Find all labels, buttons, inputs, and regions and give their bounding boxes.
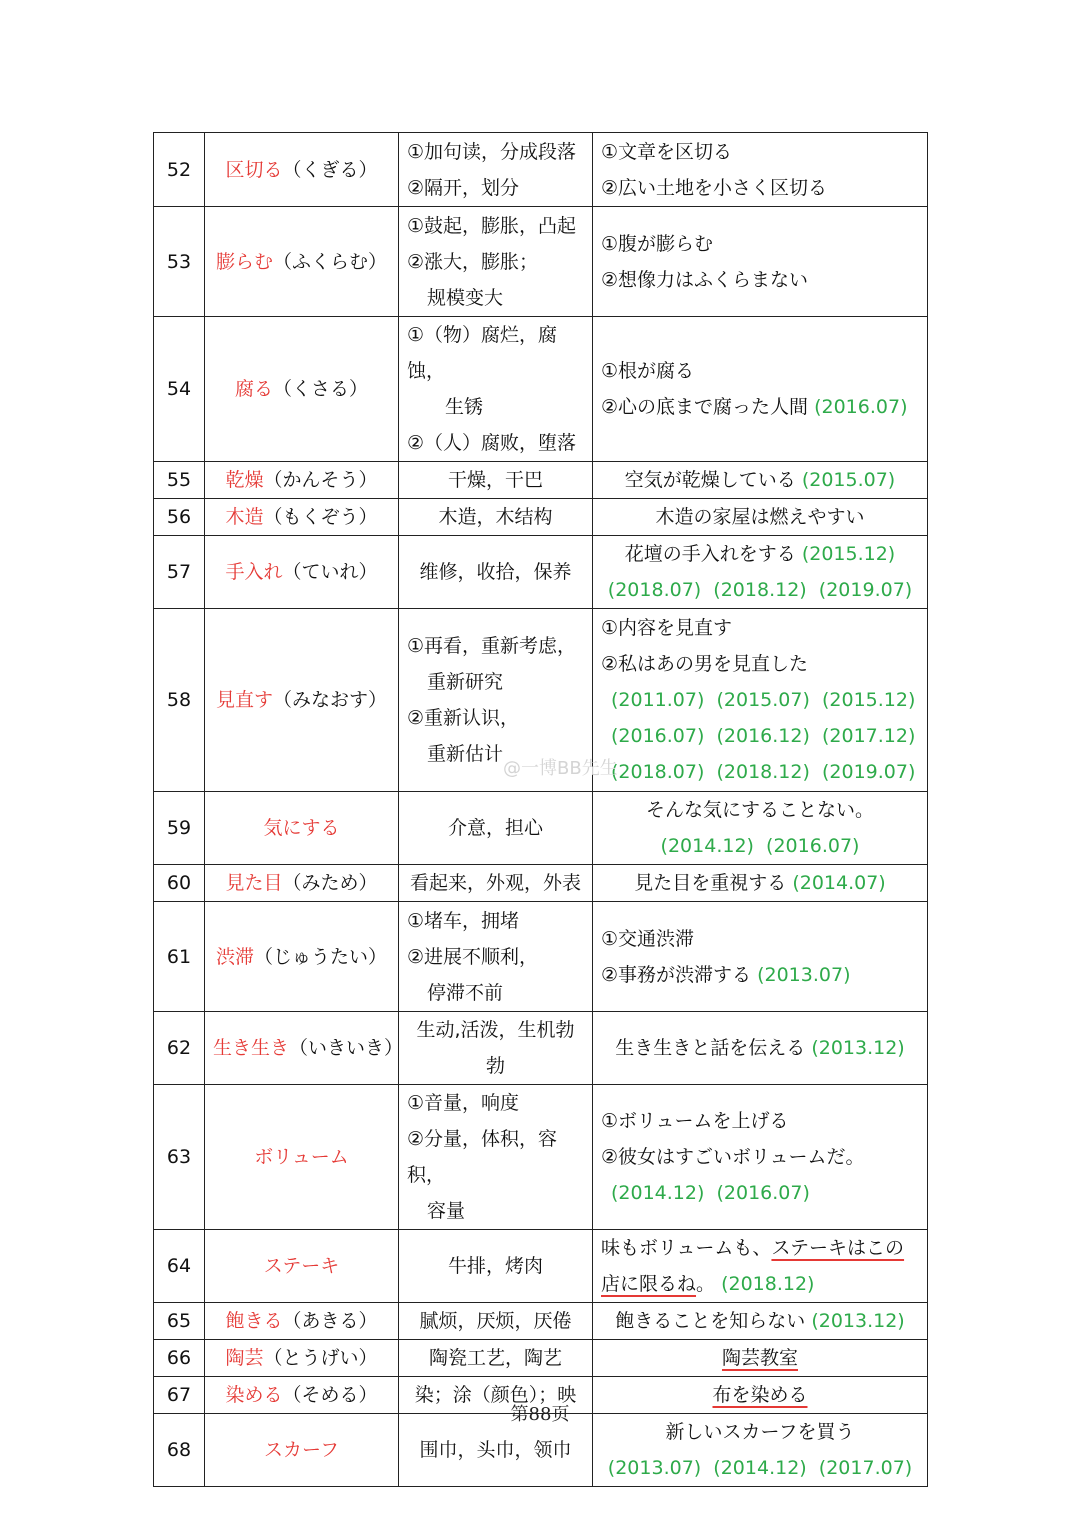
example-line: ①文章を区切る [601, 140, 733, 163]
row-number: 55 [154, 462, 205, 499]
table-row [154, 499, 928, 536]
example-line: ①内容を見直す [601, 617, 733, 639]
vocab-reading: （いきいき） [289, 1037, 404, 1059]
exam-year: (2013.07) [757, 963, 851, 986]
example-line: そんな気にすることない。 [645, 799, 874, 821]
vocab-reading: （あきる） [282, 1310, 378, 1332]
example-line: ①ボリュームを上げる [601, 1110, 789, 1132]
example-cell [593, 1303, 928, 1340]
exam-year: (2018.12) [716, 761, 810, 783]
example-underlined: ステーキはこの [771, 1237, 905, 1259]
exam-year: (2014.07) [792, 872, 886, 894]
example-line: ②私はあの男を見直した [601, 653, 809, 675]
example-line: 飽きることを知らない [615, 1310, 806, 1332]
vocab-term: 生き生き [213, 1037, 290, 1059]
exam-year: (2019.07) [818, 579, 913, 601]
meaning-line: ②隔开，划分 [407, 176, 520, 199]
row-number: 66 [154, 1340, 205, 1377]
row-number: 53 [154, 207, 205, 317]
exam-year: (2015.07) [801, 469, 896, 491]
vocab-term: 見た目 [225, 872, 283, 894]
exam-year: (2013.12) [811, 1310, 905, 1332]
vocab-term: 膨らむ [215, 250, 273, 273]
table-row [154, 536, 928, 609]
row-number: 64 [154, 1230, 205, 1303]
meaning-line: ①（物）腐烂，腐蚀， [407, 324, 558, 382]
meaning-cell [399, 1340, 593, 1377]
exam-year: (2016.07) [716, 1182, 810, 1204]
exam-year: (2013.12) [811, 1037, 905, 1059]
meaning-line: 木造，木结构 [438, 506, 553, 528]
example-line: ②想像力はふくらまない [601, 268, 809, 291]
example-cell [593, 536, 928, 609]
exam-year: (2015.12) [822, 689, 916, 711]
meaning-line: ②（人）腐败，堕落 [407, 432, 577, 454]
example-line: 空気が乾燥している [624, 469, 796, 491]
vocab-term-cell [205, 792, 399, 865]
exam-year: (2018.12) [713, 579, 807, 601]
table-row [154, 865, 928, 902]
example-cell [593, 1340, 928, 1377]
vocab-term: 木造 [225, 506, 264, 528]
meaning-cell [399, 499, 593, 536]
vocab-reading: （ふくらむ） [273, 250, 388, 273]
meaning-cell [399, 462, 593, 499]
exam-year: (2013.07) [607, 1457, 702, 1479]
vocab-term-cell [205, 462, 399, 499]
exam-year: (2016.07) [814, 396, 908, 418]
meaning-line: 介意，担心 [447, 817, 543, 839]
meaning-line: 干燥，干巴 [447, 469, 543, 491]
row-number: 59 [154, 792, 205, 865]
meaning-line: 围巾，头巾，领巾 [419, 1439, 572, 1461]
vocabulary-table [153, 132, 928, 1487]
watermark: @一博BB先生 [503, 758, 618, 779]
vocab-term: 乾燥 [225, 469, 264, 491]
row-number: 68 [154, 1414, 205, 1487]
vocab-reading: （じゅうたい） [254, 945, 388, 968]
meaning-line: 重新估计 [427, 743, 504, 765]
meaning-line: 停滞不前 [427, 981, 504, 1004]
vocab-reading: （みなおす） [273, 689, 388, 711]
row-number: 54 [154, 317, 205, 462]
example-underlined: 布を染める [712, 1384, 808, 1406]
table-row [154, 1085, 928, 1230]
example-underlined: 店に限るね [601, 1273, 697, 1295]
example-line: ①交通渋滞 [601, 927, 695, 950]
exam-year: (2011.07) [611, 689, 705, 711]
example-cell [593, 317, 928, 462]
vocab-term-cell [205, 865, 399, 902]
vocab-term: ステーキ [263, 1255, 340, 1277]
example-line: ②広い土地を小さく区切る [601, 176, 828, 199]
meaning-cell [399, 1303, 593, 1340]
example-cell [593, 865, 928, 902]
vocab-term-cell [205, 499, 399, 536]
meaning-line: 重新研究 [427, 671, 504, 693]
example-line: 木造の家屋は燃えやすい [655, 506, 865, 528]
meaning-line: ①堵车，拥堵 [407, 909, 520, 932]
example-line: 見た目を重視する [634, 872, 787, 894]
exam-year: (2017.12) [822, 725, 916, 747]
meaning-line: ②重新认识， [407, 707, 520, 729]
table-row [154, 1340, 928, 1377]
vocab-term: 腐る [234, 378, 273, 400]
vocab-reading: （ていれ） [282, 561, 378, 583]
row-number: 58 [154, 609, 205, 792]
meaning-cell [399, 1012, 593, 1085]
meaning-line: 腻烦，厌烦，厌倦 [419, 1310, 572, 1332]
meaning-cell [399, 1085, 593, 1230]
example-cell [593, 609, 928, 792]
row-number: 57 [154, 536, 205, 609]
example-line: ②事務が渋滞する [601, 963, 752, 986]
meaning-line: 容量 [427, 1200, 466, 1222]
example-line: ②心の底まで腐った人間 [601, 396, 809, 418]
example-cell [593, 207, 928, 317]
example-line: 花壇の手入れをする [624, 543, 796, 565]
vocab-term: 区切る [225, 158, 283, 181]
vocab-term: 陶芸 [225, 1347, 264, 1369]
table-row [154, 1303, 928, 1340]
meaning-cell [399, 207, 593, 317]
vocab-term: 手入れ [225, 561, 283, 583]
row-number: 56 [154, 499, 205, 536]
vocab-reading: （みため） [282, 872, 378, 894]
example-cell [593, 133, 928, 207]
vocab-term-cell [205, 317, 399, 462]
exam-year: (2015.12) [801, 543, 896, 565]
table-row [154, 462, 928, 499]
meaning-line: ①再看，重新考虑， [407, 635, 577, 657]
row-number: 61 [154, 902, 205, 1012]
example-line: 味もボリュームも、 [601, 1237, 772, 1259]
vocab-reading: （くさる） [273, 378, 369, 400]
table-row [154, 317, 928, 462]
example-line: ①根が腐る [601, 360, 695, 382]
exam-year: (2014.12) [713, 1457, 807, 1479]
example-line: ①腹が膨らむ [601, 232, 714, 255]
meaning-cell [399, 536, 593, 609]
table-row [154, 792, 928, 865]
meaning-line: 染；涂（颜色）；映 [414, 1384, 577, 1406]
row-number: 62 [154, 1012, 205, 1085]
meaning-line: ②进展不顺利， [407, 945, 539, 968]
meaning-cell [399, 902, 593, 1012]
vocab-term-cell [205, 902, 399, 1012]
meaning-line: ①音量，响度 [407, 1092, 520, 1114]
example-line: 新しいスカーフを買う [665, 1421, 855, 1443]
meaning-cell [399, 792, 593, 865]
row-number: 63 [154, 1085, 205, 1230]
table-row [154, 1230, 928, 1303]
example-line: 。 [696, 1273, 716, 1295]
meaning-line: 维修，收拾，保养 [419, 561, 572, 583]
exam-year: (2016.07) [611, 725, 705, 747]
vocab-reading: （もくぞう） [263, 506, 378, 528]
exam-year: (2016.12) [716, 725, 810, 747]
vocab-term: ボリューム [254, 1146, 349, 1168]
row-number: 65 [154, 1303, 205, 1340]
exam-year: (2016.07) [766, 835, 860, 857]
example-underlined: 陶芸教室 [721, 1347, 798, 1369]
vocab-term: 見直す [215, 689, 273, 711]
meaning-line: 看起来，外观，外表 [409, 872, 581, 894]
example-cell [593, 462, 928, 499]
vocab-term-cell [205, 1303, 399, 1340]
vocab-term: 飽きる [225, 1310, 283, 1332]
vocab-term: 気にする [263, 817, 340, 839]
vocab-term: スカーフ [263, 1439, 340, 1461]
example-line: 生き生きと話を伝える [615, 1037, 806, 1059]
vocab-term-cell [205, 609, 399, 792]
vocab-term: 染める [225, 1384, 283, 1406]
meaning-cell [399, 865, 593, 902]
meaning-line: 生锈 [445, 396, 484, 418]
page-number: 第88页 [510, 1404, 570, 1425]
vocab-term-cell [205, 207, 399, 317]
vocab-term-cell [205, 1230, 399, 1303]
vocab-reading: （そめる） [282, 1384, 378, 1406]
exam-year: (2018.07) [611, 761, 705, 783]
meaning-cell [399, 317, 593, 462]
example-cell [593, 902, 928, 1012]
exam-year: (2017.07) [818, 1457, 913, 1479]
exam-year: (2014.12) [660, 835, 754, 857]
example-cell [593, 1230, 928, 1303]
meaning-line: 生动,活泼，生机勃勃 [416, 1019, 575, 1077]
vocab-reading: （かんそう） [263, 469, 378, 491]
meaning-line: ②分量，体积，容积， [407, 1128, 558, 1186]
meaning-cell [399, 133, 593, 207]
vocab-term-cell [205, 1340, 399, 1377]
table-row [154, 207, 928, 317]
exam-year: (2015.07) [716, 689, 810, 711]
example-cell [593, 792, 928, 865]
meaning-line: 陶瓷工艺，陶艺 [428, 1347, 562, 1369]
exam-year: (2018.07) [607, 579, 702, 601]
meaning-line: ①加句读，分成段落 [407, 140, 577, 163]
vocab-reading: （とうげい） [263, 1347, 378, 1369]
vocab-term-cell [205, 1012, 404, 1085]
vocab-term-cell [205, 133, 399, 207]
exam-year: (2019.07) [822, 761, 916, 783]
meaning-cell [399, 1230, 593, 1303]
table-row [154, 133, 928, 207]
table-row [154, 1012, 928, 1085]
example-cell [593, 1012, 928, 1085]
meaning-line: 牛排，烤肉 [447, 1255, 543, 1277]
example-cell [593, 499, 928, 536]
exam-year: (2018.12) [721, 1273, 815, 1295]
vocab-reading: （くぎる） [282, 158, 378, 181]
vocab-term-cell [205, 1085, 399, 1230]
meaning-line: ①鼓起，膨胀，凸起 [407, 214, 577, 237]
example-cell [593, 1085, 928, 1230]
row-number: 60 [154, 865, 205, 902]
vocab-term: 渋滞 [215, 945, 254, 968]
vocab-term-cell [205, 536, 399, 609]
example-line: ②彼女はすごいボリュームだ。 [601, 1146, 865, 1168]
meaning-line: 规模变大 [427, 286, 504, 309]
row-number: 52 [154, 133, 205, 207]
meaning-line: ②涨大，膨胀； [407, 250, 539, 273]
row-number: 67 [154, 1377, 205, 1414]
exam-year: (2014.12) [611, 1182, 705, 1204]
table-row [154, 902, 928, 1012]
